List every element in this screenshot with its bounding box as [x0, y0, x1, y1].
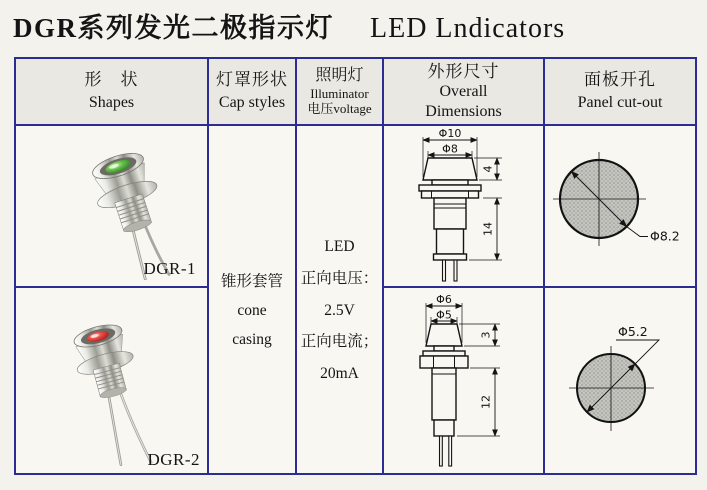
illum-forward-current-label: 正向电流；	[300, 333, 379, 351]
header-cap-styles	[209, 59, 297, 126]
cell-cap-style	[209, 126, 297, 473]
header-shapes-en: Shapes	[88, 94, 135, 112]
dim-label-cap-height-1: 4	[481, 165, 495, 173]
header-illuminator-zh: 照明灯	[315, 67, 364, 85]
cell-illuminator-specs	[297, 126, 384, 473]
page-title-en: LED Lndicators	[370, 13, 566, 44]
dim-label-cap-dia-1: Φ8	[442, 142, 458, 156]
cell-panel-cutout-dgr1	[545, 126, 695, 288]
cap-style-en1: cone	[237, 301, 267, 319]
dimension-drawing-dgr2	[386, 294, 543, 472]
header-illuminator	[297, 59, 384, 126]
dim-label-body-height-2: 12	[479, 395, 493, 409]
header-panel-cutout-zh: 面板开孔	[584, 70, 656, 90]
page-title-zh: DGR系列发光二极指示灯	[13, 13, 334, 43]
cutout-dia-label-2: Φ5.2	[618, 324, 648, 339]
dim-label-cap-dia-2: Φ5	[436, 308, 452, 322]
dimension-drawing-dgr1	[386, 128, 543, 286]
illum-led: LED	[324, 238, 355, 256]
model-label-dgr1: DGR-1	[143, 259, 196, 278]
model-label-dgr2: DGR-2	[147, 450, 200, 469]
dim-label-body-height-1: 14	[481, 222, 495, 236]
header-cap-styles-en: Cap styles	[218, 94, 286, 112]
header-shapes	[16, 59, 209, 126]
header-overall-dimensions	[384, 59, 545, 126]
header-dimensions-en1: Overall	[439, 83, 488, 101]
header-cap-styles-zh: 灯罩形状	[216, 70, 288, 90]
dim-label-cap-height-2: 3	[479, 331, 493, 339]
header-panel-cutout-en: Panel cut-out	[577, 94, 663, 112]
cell-panel-cutout-dgr2	[545, 288, 695, 473]
header-dimensions-zh: 外形尺寸	[427, 61, 500, 81]
cap-style-en2: casing	[232, 330, 272, 348]
illum-forward-voltage-value: 2.5V	[324, 301, 355, 319]
spec-table	[14, 57, 697, 475]
panel-cutout-drawing-dgr2	[545, 288, 693, 471]
header-illuminator-en: Illuminator	[310, 85, 369, 101]
header-shapes-zh: 形 状	[84, 70, 139, 90]
cutout-dia-label-1: Φ8.2	[650, 228, 680, 244]
cell-photo-dgr2	[16, 288, 209, 473]
header-panel-cutout	[545, 59, 695, 126]
header-illuminator-voltage: 电压voltage	[307, 101, 372, 117]
cap-style-zh: 锥形套管	[220, 272, 283, 290]
dim-label-outer-dia-2: Φ6	[436, 294, 452, 306]
cell-photo-dgr1	[16, 126, 209, 288]
illum-forward-voltage-label: 正向电压：	[300, 269, 379, 287]
page-title	[13, 6, 565, 45]
photo-dgr2-red-indicator	[32, 292, 200, 467]
cell-dimensions-dgr1	[384, 126, 545, 288]
photo-dgr1-green-indicator	[38, 128, 190, 280]
dim-label-outer-dia-1: Φ10	[438, 128, 462, 140]
illum-forward-current-value: 20mA	[320, 365, 359, 383]
cell-dimensions-dgr2	[384, 288, 545, 473]
panel-cutout-drawing-dgr1	[545, 126, 693, 286]
header-dimensions-en2: Dimensions	[425, 103, 502, 121]
